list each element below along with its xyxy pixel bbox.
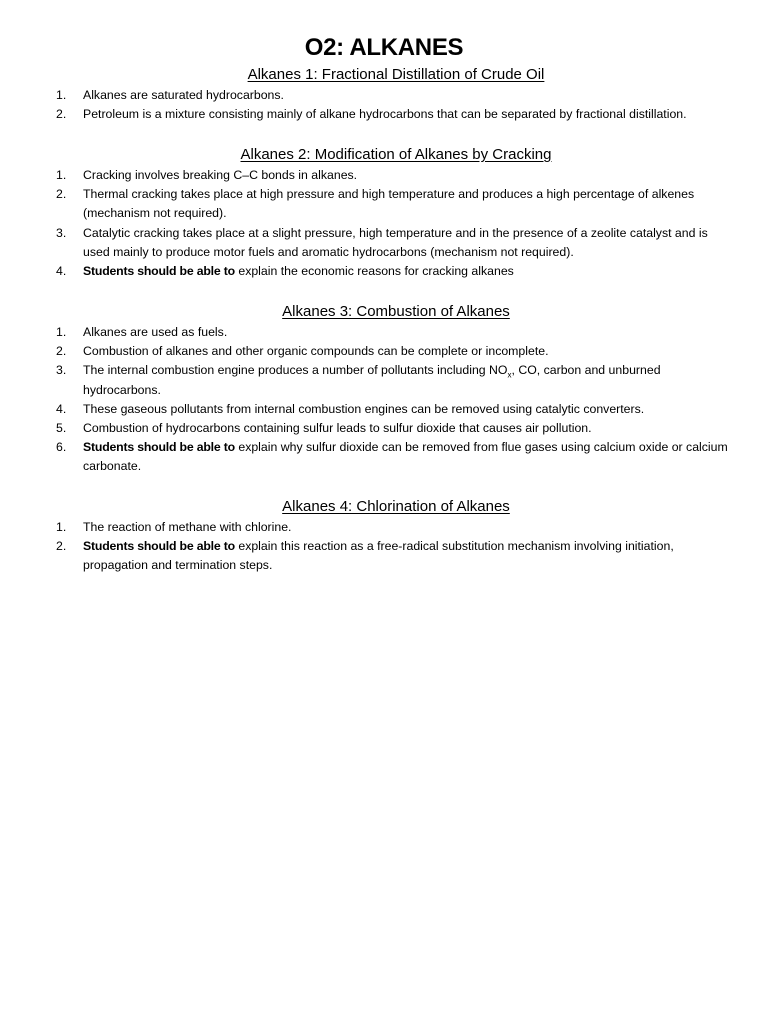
list-item [56, 185, 736, 223]
list-item [56, 323, 736, 342]
item-number: 2. [56, 539, 67, 554]
section-chlorination [56, 497, 736, 576]
item-text: These gaseous pollutants from internal combustion engines can be removed using catalytic converters. [83, 401, 645, 416]
item-text [83, 537, 736, 575]
item-body: explain the economic reasons for cracking alkanes [234, 264, 514, 279]
item-list [56, 166, 736, 281]
emphasis-text: Students should be able to [83, 539, 235, 554]
section-heading: Alkanes 3: Combustion of Alkanes [282, 303, 510, 320]
list-item [56, 86, 736, 105]
item-text: The reaction of methane with chlorine. [83, 520, 292, 534]
list-item [56, 361, 736, 399]
item-text: Alkanes are saturated hydrocarbons. [83, 88, 284, 102]
section-cracking [56, 145, 736, 281]
item-body-after: , CO, carbon and unburned hydrocarbons. [83, 363, 661, 397]
item-list [56, 518, 736, 576]
item-number: 3. [56, 225, 67, 240]
emphasis-text: Students should be able to [83, 264, 235, 279]
list-item [56, 438, 736, 476]
item-text: Thermal cracking takes place at high pressure and high temperature and produces a high percentage of alkenes (mechanism not required). [83, 187, 695, 221]
section-combustion [56, 302, 736, 477]
list-item [56, 105, 736, 124]
list-item [56, 166, 736, 185]
item-text: Cracking involves breaking C–C bonds in alkanes. [83, 168, 358, 182]
item-text [83, 438, 736, 476]
item-body: explain this reaction as a free-radical substitution mechanism involving initiation, propagation and termination steps. [83, 539, 674, 573]
section-fractional-distillation [56, 65, 736, 124]
emphasis-text: Students should be able to [83, 440, 235, 455]
item-text: Combustion of alkanes and other organic compounds can be complete or incomplete. [83, 344, 549, 359]
item-text [83, 361, 736, 399]
item-number: 2. [56, 344, 67, 359]
item-number: 4. [56, 264, 67, 279]
section-heading: Alkanes 2: Modification of Alkanes by Cracking [240, 146, 552, 163]
list-item [56, 419, 736, 438]
list-item [56, 537, 736, 575]
item-number: 3. [56, 363, 67, 378]
item-number: 5. [56, 421, 67, 436]
list-item [56, 262, 736, 281]
item-list [56, 323, 736, 477]
item-list [56, 86, 736, 124]
item-number: 4. [56, 401, 67, 416]
list-item [56, 342, 736, 361]
item-text: Catalytic cracking takes place at a slight pressure, high temperature and in the presence of a zeolite catalyst and is used mainly to produce motor fuels and aromatic hydrocarbons (mechanism not required). [83, 225, 708, 259]
subscript: x [507, 370, 512, 380]
item-number: 2. [56, 107, 67, 122]
item-body: explain why sulfur dioxide can be removed from flue gases using calcium oxide or calcium carbonate. [83, 440, 728, 474]
item-text: Petroleum is a mixture consisting mainly of alkane hydrocarbons that can be separated by fractional distillation. [83, 107, 687, 122]
item-number: 6. [56, 440, 67, 455]
item-text: Combustion of hydrocarbons containing sulfur leads to sulfur dioxide that causes air pollution. [83, 421, 592, 436]
item-number: 1. [56, 520, 67, 534]
item-number: 1. [56, 88, 67, 102]
item-number: 1. [56, 168, 67, 182]
item-text [83, 262, 736, 281]
list-item [56, 518, 736, 537]
list-item [56, 400, 736, 419]
section-heading: Alkanes 4: Chlorination of Alkanes [282, 498, 510, 515]
item-number: 2. [56, 187, 67, 202]
item-number: 1. [56, 325, 67, 339]
page-title: O2: ALKANES [304, 34, 464, 61]
list-item [56, 224, 736, 262]
section-heading: Alkanes 1: Fractional Distillation of Crude Oil [247, 66, 545, 83]
item-text: Alkanes are used as fuels. [83, 325, 228, 339]
item-body-before: The internal combustion engine produces a number of pollutants including NO [83, 363, 508, 378]
